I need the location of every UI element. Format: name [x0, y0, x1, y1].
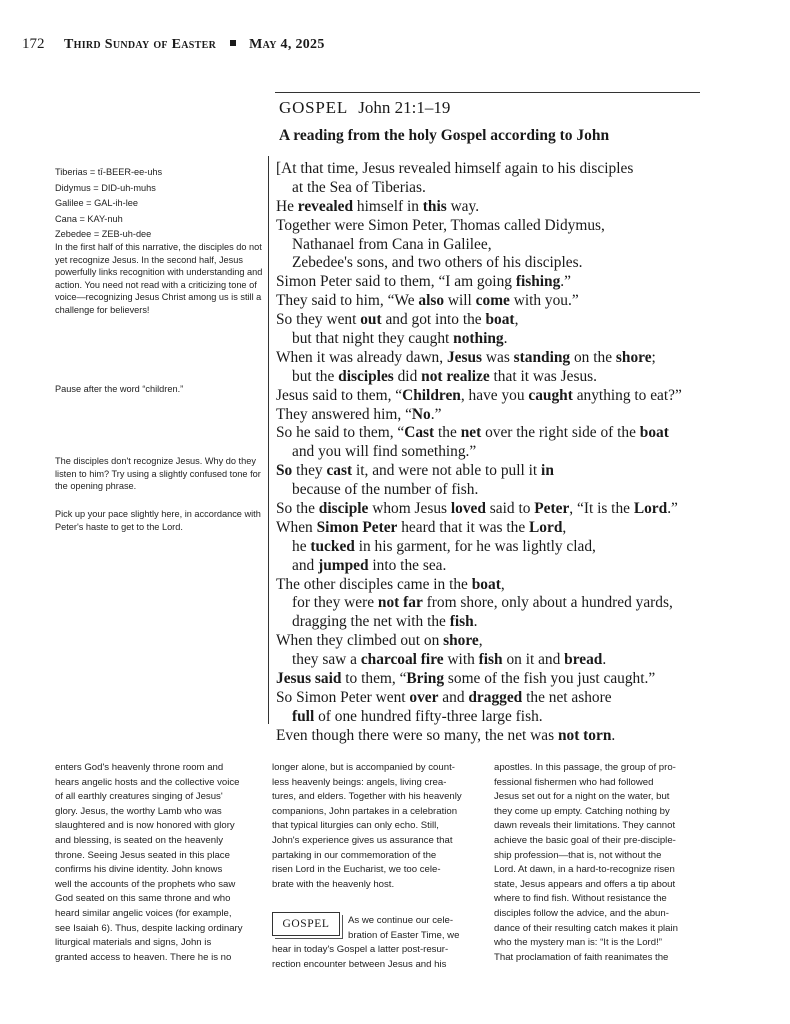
emphasis-word: Children	[402, 386, 461, 404]
gospel-box-label: GOSPEL	[272, 912, 340, 936]
emphasis-word: jumped	[318, 556, 369, 574]
emphasis-word: boat	[639, 424, 669, 442]
reading-text: and you will find something.”	[292, 443, 477, 461]
reading-text: ,	[478, 632, 483, 650]
reading-text: of one hundred fifty-three large fish.	[314, 707, 543, 725]
commentary-line: ship profession—that is, not without the	[494, 849, 662, 861]
reading-text: Nathanael from Cana in Galilee,	[292, 235, 492, 253]
emphasis-word: not realize	[421, 367, 490, 385]
emphasis-word: shore	[443, 632, 479, 650]
reading-text: way.	[446, 197, 480, 215]
reading-text: because of the number of fish.	[292, 481, 479, 499]
gospel-reading	[276, 160, 706, 746]
emphasis-word: Simon Peter	[316, 518, 398, 536]
reading-line	[276, 443, 706, 462]
reading-line	[276, 538, 706, 557]
reading-text: , “It is the	[569, 500, 634, 518]
reading-line	[276, 708, 706, 727]
commentary-line: As we continue our cele-	[348, 915, 454, 926]
emphasis-word: out	[360, 311, 382, 329]
emphasis-word: revealed	[297, 197, 354, 215]
reading-text: over the right side of the	[481, 424, 640, 442]
reading-text: dragging the net with the	[292, 613, 450, 631]
reading-line	[276, 292, 706, 311]
reading-text: .”	[560, 273, 571, 291]
commentary-line: enters God's heavenly throne room and	[55, 762, 224, 773]
header-title: Third Sunday of Easter	[64, 37, 217, 52]
reading-text: [At that time, Jesus revealed himself again to his disciples	[276, 160, 634, 177]
pronunciation-guide	[55, 165, 162, 243]
emphasis-word: loved	[450, 500, 486, 518]
reading-text: So the	[276, 500, 319, 518]
commentary-line: slaughtered and is now honored with glory	[55, 820, 235, 832]
commentary-line: of all earthly creatures singing of Jesus'	[55, 791, 223, 803]
reading-text: heard that it was the	[397, 518, 530, 536]
reading-line	[276, 519, 706, 538]
commentary-line: partaking in our commemoration of the	[272, 849, 437, 861]
reading-text: with	[443, 651, 479, 669]
commentary-column-3	[494, 761, 706, 965]
emphasis-word: fish	[449, 613, 474, 631]
emphasis-word: Lord	[529, 518, 563, 536]
commentary-line: apostles. In this passage, the group of pro-	[494, 762, 676, 773]
commentary-line: fessional fishermen who had followed	[494, 776, 654, 788]
reading-text: So he said to them, “	[276, 424, 405, 442]
commentary-line: less heavenly beings: angels, living crea-	[272, 776, 447, 788]
reading-text: Zebedee's sons, and two others of his disciples.	[292, 254, 583, 272]
emphasis-word: not far	[377, 594, 423, 612]
pronunciation-item: Zebedee = ZEB-uh-dee	[55, 229, 152, 239]
commentary-line: brate with the heavenly host.	[272, 878, 395, 890]
header-date: May 4, 2025	[249, 37, 325, 52]
commentary-line: and blessing, is seated on the heavenly	[55, 834, 224, 846]
reading-line	[276, 217, 706, 236]
reading-text: anything to eat?”	[572, 386, 682, 404]
emphasis-word: disciples	[338, 367, 394, 385]
reading-text: ;	[651, 348, 656, 366]
reading-text: that it was Jesus.	[489, 367, 597, 385]
reading-text: and	[438, 688, 469, 706]
reading-text: in his garment, for he was lightly clad,	[354, 537, 596, 555]
reading-text: and got into the	[381, 311, 486, 329]
reading-line	[276, 368, 706, 387]
reading-text: himself in	[353, 197, 423, 215]
reading-line	[276, 424, 706, 443]
commentary-line: Lord. At dawn, in a hard-to-recognize risen	[494, 864, 675, 876]
page-number: 172	[22, 36, 45, 52]
reading-text: it, and were not able to pull it	[352, 462, 542, 480]
reading-text: ,	[500, 575, 505, 593]
commentary-column-1	[55, 761, 265, 965]
emphasis-word: Peter	[534, 500, 570, 518]
reading-text: When they climbed out on	[276, 632, 444, 650]
reading-rule	[268, 156, 269, 724]
emphasis-word: Lord	[633, 500, 668, 518]
emphasis-word: cast	[326, 462, 353, 480]
emphasis-word: Jesus	[446, 348, 483, 366]
reading-text: was	[482, 348, 514, 366]
commentary-line: where to find fish. Without resistance the	[494, 893, 667, 905]
reading-text: but the	[292, 367, 339, 385]
reading-text: the	[434, 424, 461, 442]
reading-text: some of the fish you just caught.”	[444, 670, 656, 688]
reading-text: ,	[514, 311, 519, 329]
commentary-line: Jesus set out for a night on the water, but	[494, 791, 670, 803]
reading-text: .	[473, 613, 478, 631]
commentary-line: glory. Jesus, the worthy Lamb who was	[55, 805, 222, 817]
commentary-line: rection encounter between Jesus and his	[272, 958, 447, 970]
reading-text: Together were Simon Peter, Thomas called Didymus,	[276, 216, 605, 234]
reading-text: on the	[570, 348, 616, 366]
commentary-line: heard similar angelic voices (for example,	[55, 907, 232, 919]
reading-text: did	[393, 367, 422, 385]
reading-text: .	[503, 330, 508, 348]
commentary-line: granted access to heaven. There he is no	[55, 951, 232, 963]
commentary-line: who the mystery man is: “It is the Lord!”	[494, 937, 662, 949]
margin-note: In the first half of this narrative, the disciples do not yet recognize Jesus. In the second half, Jesus powerfully links recognition with understanding and action. You need not read with a criticizing tone of voice—recognizing Jesus Christ among us is still a challenge for believers!	[55, 242, 263, 315]
commentary-line: risen Lord in the Eucharist, we too cele-	[272, 864, 441, 876]
commentary-line: God seated on this same throne and who	[55, 893, 231, 905]
emphasis-word: this	[422, 197, 447, 215]
emphasis-word: standing	[513, 348, 571, 366]
emphasis-word: fishing	[515, 273, 561, 291]
margin-note: The disciples don't recognize Jesus. Why do they listen to him? Try using a slightly confused tone for the opening phrase.	[55, 456, 261, 492]
commentary-line: disciples follow the advice, and the abun-	[494, 907, 669, 919]
margin-note: Pause after the word “children.”	[55, 384, 184, 394]
reading-text: they	[292, 462, 327, 480]
reading-line	[276, 481, 706, 500]
reading-line	[276, 727, 706, 746]
gospel-label: GOSPEL	[279, 98, 349, 117]
commentary-line: liturgical materials and signs, John is	[55, 937, 212, 949]
reading-text: for they were	[292, 594, 378, 612]
reading-text: Simon Peter said to them, “I am going	[276, 273, 516, 291]
gospel-heading	[279, 98, 450, 118]
heading-rule	[275, 92, 700, 93]
commentary-line: That proclamation of faith reanimates the	[494, 951, 669, 963]
reading-text: and	[292, 556, 319, 574]
reading-text: When	[276, 518, 317, 536]
reading-line	[276, 330, 706, 349]
reading-text: The other disciples came in the	[276, 575, 472, 593]
reading-text: He	[276, 197, 298, 215]
emphasis-word: boat	[485, 311, 515, 329]
reading-text: they saw a	[292, 651, 361, 669]
reading-text: to them, “	[341, 670, 407, 688]
reading-text: ,	[562, 518, 567, 536]
reading-text: They said to him, “We	[276, 292, 419, 310]
reading-text: When it was already dawn,	[276, 348, 447, 366]
emphasis-word: not torn	[557, 726, 612, 744]
pronunciation-item: Cana = KAY-nuh	[55, 213, 123, 224]
reading-line	[276, 689, 706, 708]
reading-text: into the sea.	[368, 556, 447, 574]
emphasis-word: bread	[564, 651, 603, 669]
commentary-line: dance of their resulting catch makes it plain	[494, 922, 678, 934]
square-separator-icon	[230, 40, 236, 46]
commentary-line: throne. Seeing Jesus seated in this place	[55, 849, 230, 861]
pronunciation-item: Didymus = DID-uh-muhs	[55, 182, 156, 193]
emphasis-word: caught	[528, 386, 573, 404]
running-header	[22, 36, 325, 53]
emphasis-word: shore	[615, 348, 652, 366]
reading-text: Jesus said to them, “	[276, 386, 403, 404]
commentary-line: longer alone, but is accompanied by count-	[272, 762, 455, 773]
emphasis-word: boat	[471, 575, 501, 593]
margin-note: Pick up your pace slightly here, in accordance with Peter's haste to get to the Lord.	[55, 509, 261, 532]
emphasis-word: dragged	[468, 688, 523, 706]
reading-text: but that night they caught	[292, 330, 454, 348]
reading-line	[276, 311, 706, 330]
emphasis-word: in	[541, 462, 554, 480]
reading-line	[276, 236, 706, 255]
reading-text: They answered him, “	[276, 405, 412, 423]
reading-line	[276, 557, 706, 576]
pronunciation-item: Tiberias = tī-BEER-ee-uhs	[55, 167, 163, 177]
reading-line	[276, 594, 706, 613]
reading-line	[276, 500, 706, 519]
emphasis-word: Jesus said	[276, 670, 342, 688]
reading-text: .”	[430, 405, 442, 423]
commentary-line: hear in today's Gospel a latter post-resur-	[272, 944, 449, 956]
reading-text: So they went	[276, 311, 361, 329]
reading-line	[276, 254, 706, 273]
emphasis-word: net	[460, 424, 482, 442]
reading-text: he	[292, 537, 311, 555]
emphasis-word: fish	[478, 651, 503, 669]
reading-title: A reading from the holy Gospel according to John	[279, 127, 610, 144]
reading-text: at the Sea of Tiberias.	[292, 178, 426, 196]
commentary-line: state, Jesus appears and offers a tip about	[494, 878, 676, 890]
reading-line	[276, 349, 706, 368]
reading-text: the net ashore	[522, 688, 612, 706]
reading-text: .	[611, 726, 616, 744]
commentary-line: tures, and elders. Together with his heavenly	[272, 791, 462, 803]
emphasis-word: full	[292, 707, 315, 725]
commentary-line: they come up empty. Catching nothing by	[494, 805, 670, 817]
commentary-column-2	[272, 761, 482, 892]
reading-line	[276, 613, 706, 632]
reading-text: .”	[667, 500, 678, 518]
reading-text: from shore, only about a hundred yards,	[422, 594, 673, 612]
emphasis-word: also	[418, 292, 445, 310]
reading-line	[276, 651, 706, 670]
reading-line	[276, 387, 706, 406]
reading-line	[276, 273, 706, 292]
commentary-line: hears angelic hosts and the collective voice	[55, 776, 240, 788]
reading-line	[276, 179, 706, 198]
emphasis-word: Bring	[406, 670, 445, 688]
reading-text: on it and	[502, 651, 565, 669]
reading-text: , have you	[460, 386, 529, 404]
reading-text: said to	[485, 500, 535, 518]
commentary-line: well the accounts of the prophets who saw	[55, 878, 236, 890]
reading-text: So Simon Peter went	[276, 688, 410, 706]
commentary-line: that typical liturgies can only echo. Still,	[272, 820, 439, 832]
emphasis-word: nothing	[453, 330, 504, 348]
gospel-citation: John 21:1–19	[358, 98, 451, 117]
reading-text: will	[444, 292, 476, 310]
reading-line	[276, 406, 706, 425]
emphasis-word: No	[411, 405, 431, 423]
pronunciation-item: Galilee = GAL-ih-lee	[55, 198, 138, 208]
emphasis-word: come	[475, 292, 510, 310]
reading-text: whom Jesus	[368, 500, 451, 518]
commentary-column-2-continued	[272, 914, 482, 972]
commentary-line: dawn reveals their limitations. They cannot	[494, 820, 676, 832]
emphasis-word: tucked	[310, 537, 355, 555]
emphasis-word: So	[276, 462, 293, 480]
reading-line	[276, 632, 706, 651]
emphasis-word: Cast	[404, 424, 435, 442]
reading-line	[276, 160, 706, 179]
reading-text: Even though there were so many, the net was	[276, 726, 558, 744]
reading-text: .	[602, 651, 607, 669]
reading-line	[276, 670, 706, 689]
reading-line	[276, 462, 706, 481]
commentary-line: see Isaiah 6). Thus, despite lacking ordinary	[55, 922, 243, 934]
reading-line	[276, 198, 706, 217]
reading-text: with you.”	[509, 292, 579, 310]
commentary-line: achieve the basic goal of their pre-disciple-	[494, 834, 676, 846]
commentary-line: confirms his divine identity. John knows	[55, 864, 223, 876]
reading-line	[276, 576, 706, 595]
emphasis-word: over	[409, 688, 439, 706]
commentary-line: bration of Easter Time, we	[348, 929, 460, 941]
commentary-line: John's experience gives us assurance that	[272, 834, 453, 846]
emphasis-word: charcoal fire	[360, 651, 444, 669]
commentary-line: companions, John partakes in a celebration	[272, 805, 458, 817]
emphasis-word: disciple	[318, 500, 369, 518]
